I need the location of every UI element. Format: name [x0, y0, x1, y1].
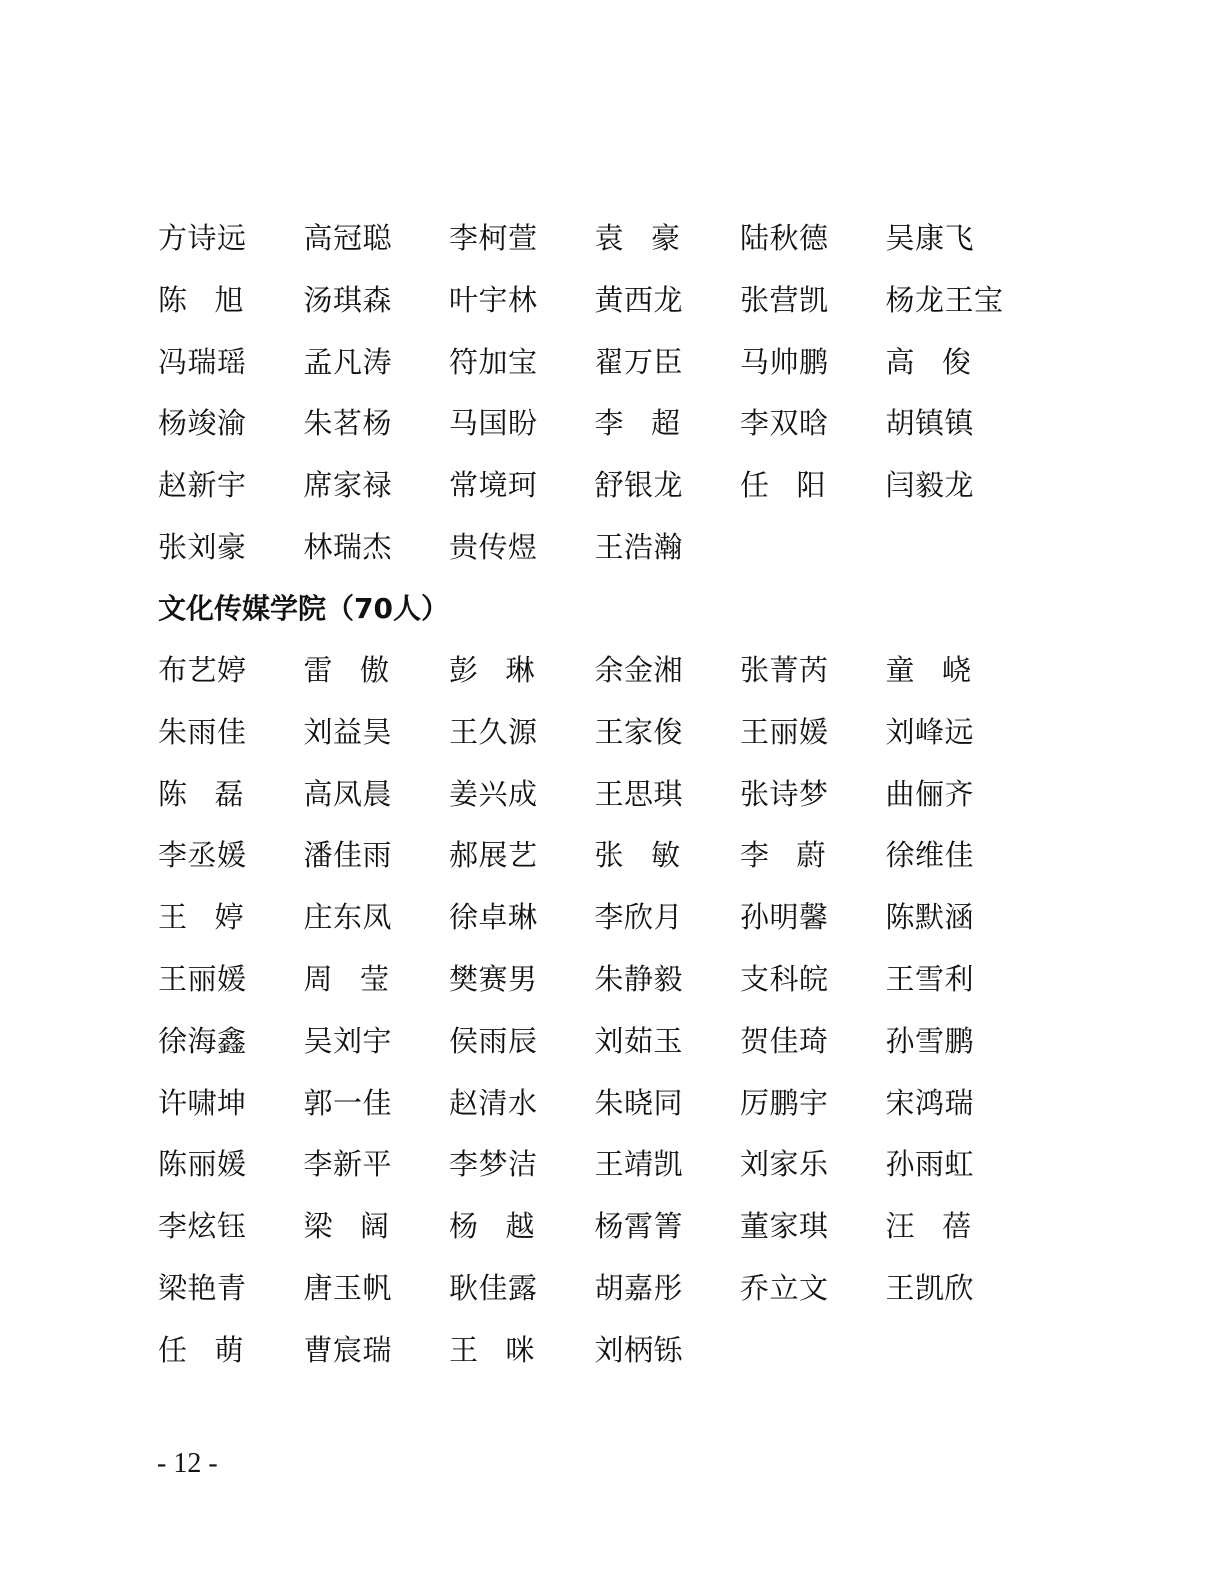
name-grid: [158, 208, 1031, 579]
name-entry: 孙雨虹: [885, 1147, 975, 1182]
name-entry: 王靖凯: [594, 1147, 684, 1182]
name-entry: 陈丽媛: [158, 1147, 247, 1182]
name-entry: 庄东凤: [303, 900, 393, 935]
name-entry: 王 咪: [449, 1332, 535, 1367]
name-entry: 赵新宇: [158, 468, 247, 503]
name-entry: 雷 傲: [303, 653, 390, 687]
name-entry: 朱晓同: [594, 1085, 684, 1120]
name-entry: 梁 阔: [303, 1209, 390, 1244]
name-entry: 汪 蓓: [885, 1209, 972, 1244]
name-entry: 刘柄铄: [594, 1332, 684, 1367]
name-entry: 陈 磊: [158, 776, 244, 811]
name-entry: 张刘豪: [158, 529, 247, 564]
section-heading: 文化传媒学院（70人）: [158, 592, 449, 625]
name-entry: 林瑞杰: [303, 529, 393, 564]
name-entry: 唐玉帆: [303, 1270, 393, 1305]
page-number: - 12 -: [157, 1448, 218, 1479]
name-entry: 王浩瀚: [594, 529, 684, 564]
name-entry: 布艺婷: [158, 653, 247, 687]
name-entry: 陈默涵: [885, 900, 975, 935]
name-entry: 马国盼: [449, 406, 538, 441]
name-entry: 王雪利: [885, 961, 975, 996]
name-entry: 李柯萱: [449, 221, 538, 255]
name-entry: 王丽媛: [158, 961, 247, 996]
name-entry: 张诗梦: [740, 776, 829, 811]
name-entry: 席家禄: [303, 468, 393, 503]
name-entry: 杨竣渝: [158, 406, 247, 441]
name-entry: 任 阳: [740, 468, 826, 503]
name-entry: 周 莹: [303, 961, 390, 996]
name-entry: 任 萌: [158, 1332, 244, 1367]
name-entry: 吴刘宇: [303, 1023, 393, 1058]
name-entry: 高 俊: [885, 344, 972, 379]
name-entry: 徐维佳: [885, 838, 975, 873]
name-entry: 高凤晨: [303, 776, 393, 811]
name-entry: 张营凯: [740, 282, 829, 317]
name-entry: 王 婷: [158, 900, 244, 935]
name-entry: 王思琪: [594, 776, 684, 811]
name-entry: 王家俊: [594, 714, 684, 749]
name-entry: 贵传煜: [449, 529, 538, 564]
name-entry: 郝展艺: [449, 838, 538, 873]
name-entry: 舒银龙: [594, 468, 684, 503]
name-entry: 厉鹏宇: [740, 1085, 829, 1120]
name-entry: 常境珂: [449, 468, 538, 503]
name-entry: 朱静毅: [594, 961, 684, 996]
name-entry: 张菁芮: [740, 653, 829, 687]
name-entry: 刘峰远: [885, 714, 975, 749]
name-entry: 刘家乐: [740, 1147, 829, 1182]
name-entry: 刘茹玉: [594, 1023, 684, 1058]
name-entry: 黄西龙: [594, 282, 684, 317]
name-entry: 李双晗: [740, 406, 829, 441]
name-entry: 樊赛男: [449, 961, 538, 996]
name-entry: 贺佳琦: [740, 1023, 829, 1058]
name-list-section-culture-media: [158, 578, 1031, 1382]
name-entry: 张 敏: [594, 838, 681, 873]
name-entry: 徐卓琳: [449, 900, 538, 935]
name-entry: 翟万臣: [594, 344, 684, 379]
name-entry: 王久源: [449, 714, 538, 749]
name-entry: 侯雨辰: [449, 1023, 538, 1058]
name-entry: 朱雨佳: [158, 714, 247, 749]
name-entry: 杨 越: [449, 1209, 535, 1244]
name-entry: 宋鸿瑞: [885, 1085, 975, 1120]
name-entry: 潘佳雨: [303, 838, 393, 873]
name-entry: 支科皖: [740, 961, 829, 996]
name-entry: 王凯欣: [885, 1270, 975, 1305]
name-entry: 高冠聪: [303, 221, 393, 255]
name-grid: [158, 640, 1031, 1382]
name-entry: 杨龙王宝: [885, 282, 1004, 317]
name-entry: 陆秋德: [740, 221, 829, 255]
name-entry: 梁艳青: [158, 1270, 247, 1305]
name-entry: 闫毅龙: [885, 468, 975, 503]
name-entry: 朱茗杨: [303, 406, 393, 441]
name-entry: 曹宸瑞: [303, 1332, 393, 1367]
name-entry: 彭 琳: [449, 653, 535, 687]
name-entry: 李炫钰: [158, 1209, 247, 1244]
name-entry: 王丽媛: [740, 714, 829, 749]
name-entry: 吴康飞: [885, 221, 975, 255]
name-entry: 孙明馨: [740, 900, 829, 935]
name-entry: 徐海鑫: [158, 1023, 247, 1058]
name-entry: 许啸坤: [158, 1085, 247, 1120]
name-entry: 郭一佳: [303, 1085, 393, 1120]
name-entry: 叶宇林: [449, 282, 538, 317]
name-entry: 曲俪齐: [885, 776, 975, 811]
name-entry: 李 蔚: [740, 838, 826, 873]
name-entry: 赵清水: [449, 1085, 538, 1120]
name-entry: 孙雪鹏: [885, 1023, 975, 1058]
name-entry: 李梦洁: [449, 1147, 538, 1182]
name-entry: 李欣月: [594, 900, 684, 935]
name-entry: 方诗远: [158, 221, 247, 255]
name-entry: 董家琪: [740, 1209, 829, 1244]
name-entry: 陈 旭: [158, 282, 244, 317]
name-entry: 李 超: [594, 406, 681, 441]
name-entry: 姜兴成: [449, 776, 538, 811]
name-entry: 李新平: [303, 1147, 393, 1182]
name-entry: 汤琪森: [303, 282, 393, 317]
name-entry: 孟凡涛: [303, 344, 393, 379]
name-entry: 余金湘: [594, 653, 684, 687]
name-entry: 胡嘉彤: [594, 1270, 684, 1305]
name-entry: 乔立文: [740, 1270, 829, 1305]
name-list-section-continued: [158, 208, 1031, 579]
name-entry: 胡镇镇: [885, 406, 975, 441]
name-entry: 童 峣: [885, 653, 972, 687]
name-entry: 马帅鹏: [740, 344, 829, 379]
name-entry: 耿佳露: [449, 1270, 538, 1305]
name-entry: 李丞媛: [158, 838, 247, 873]
name-entry: 袁 豪: [594, 221, 681, 255]
name-entry: 刘益昊: [303, 714, 393, 749]
name-entry: 冯瑞瑶: [158, 344, 247, 379]
name-entry: 杨霄箐: [594, 1209, 684, 1244]
name-entry: 符加宝: [449, 344, 538, 379]
